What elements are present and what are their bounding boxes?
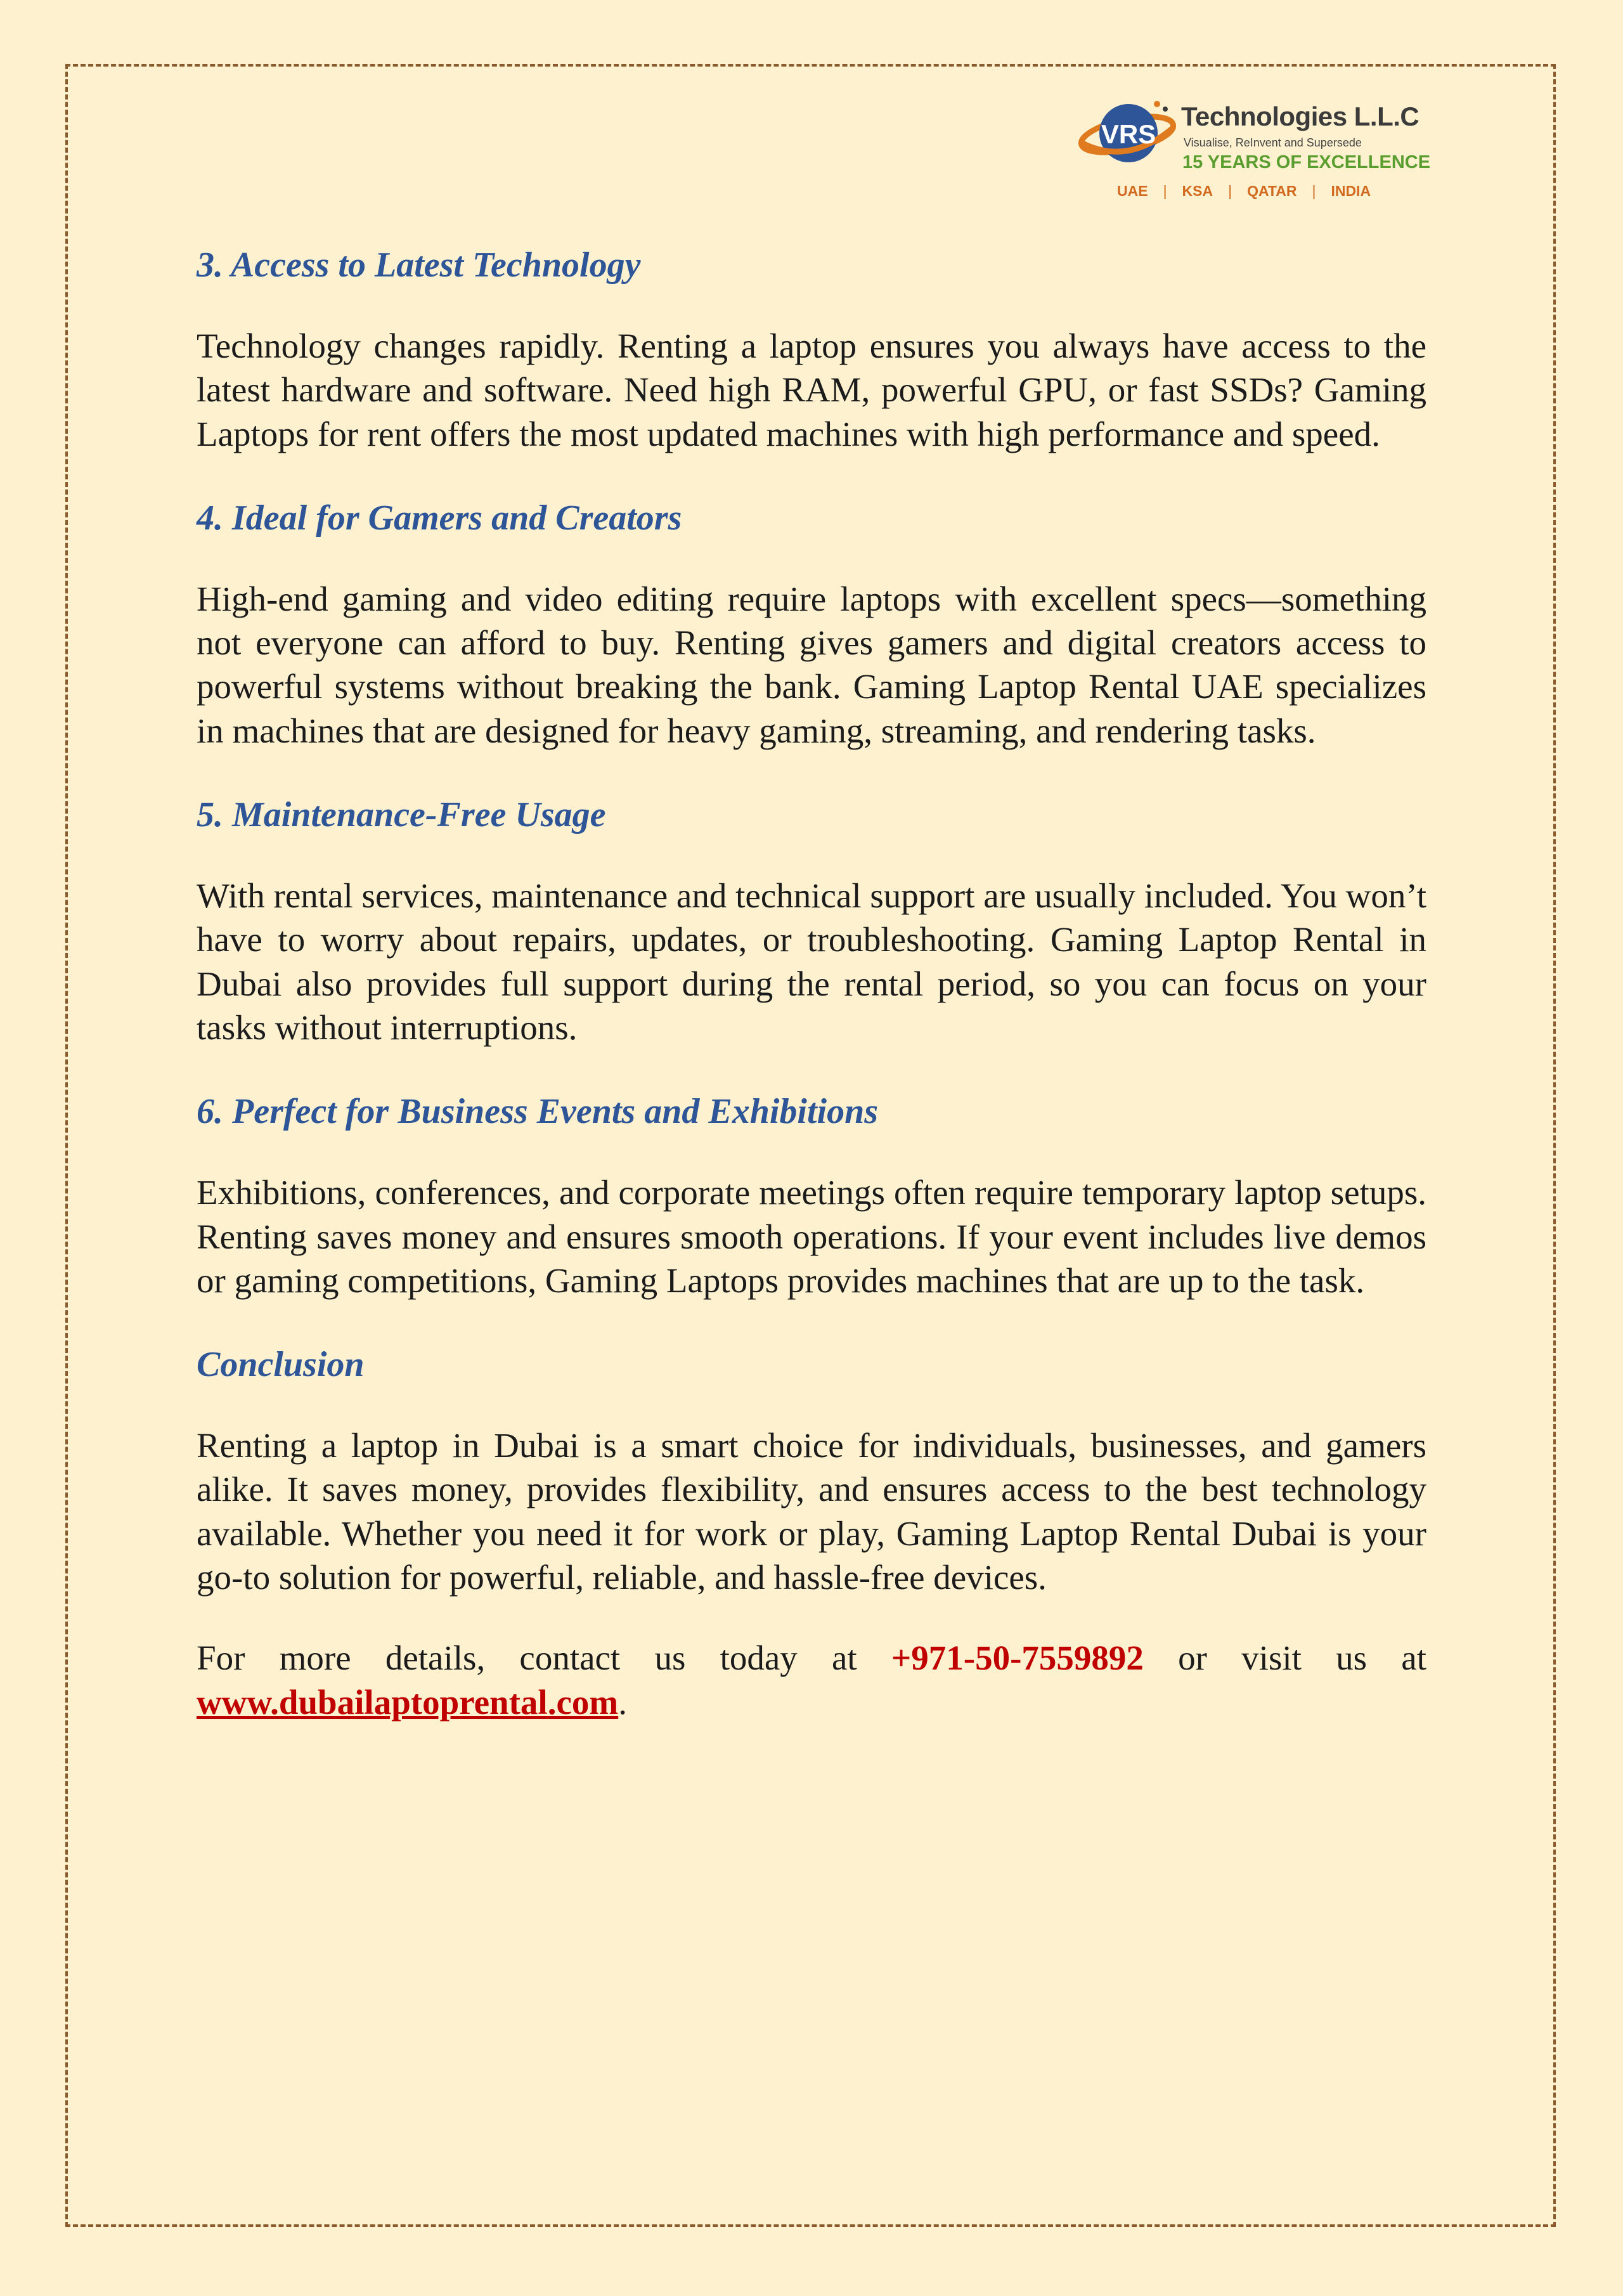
contact-paragraph — [197, 1636, 1426, 1724]
region-uae: UAE — [1117, 183, 1148, 199]
contact-suffix: . — [618, 1682, 627, 1722]
section-heading: 3. Access to Latest Technology — [197, 245, 641, 285]
conclusion-paragraph: Renting a laptop in Dubai is a smart choice for individuals, businesses, and gamers alike. It saves money, provides flexibility, and ensures access to the best technology available. Whether you need it for work or play, Gaming Laptop Rental Dubai is your go-to solution for powerful, reliable, and hassle-free devices. — [197, 1426, 1426, 1597]
vrs-globe-icon — [1078, 95, 1179, 178]
logo-company-name: Technologies L.L.C — [1181, 101, 1419, 131]
section-paragraph: High-end gaming and video editing require laptops with excellent specs—something not everyone can afford to buy. Renting gives gamers and digital creators access to powerful systems without breaking the bank. Gaming Laptop Rental UAE specializes in machines that are designed for heavy gaming, streaming, and rendering tasks. — [197, 579, 1426, 750]
section-heading: 6. Perfect for Business Events and Exhibitions — [197, 1092, 879, 1132]
contact-middle: or visit us at — [1143, 1638, 1426, 1678]
region-qatar: QATAR — [1247, 183, 1297, 199]
section-paragraph: With rental services, maintenance and technical support are usually included. You won’t have to worry about repairs, updates, or troubleshooting. Gaming Laptop Rental in Dubai also provides full support during the rental period, so you can focus on your tasks without interruptions. — [197, 876, 1426, 1047]
section-paragraph: Technology changes rapidly. Renting a laptop ensures you always have access to the latest hardware and software. Need high RAM, powerful GPU, or fast SSDs? Gaming Laptops for rent offers the most updated machines with high performance and speed. — [197, 327, 1426, 453]
document-body — [197, 240, 1426, 1724]
region-ksa: KSA — [1182, 183, 1213, 199]
contact-prefix: For more details, contact us today at — [197, 1638, 891, 1678]
section-paragraph: Exhibitions, conferences, and corporate meetings often require temporary laptop setups. Renting saves money and ensures smooth operations. If your event includes live demos or gaming competitions, Gaming Laptops provides machines that are up to the task. — [197, 1173, 1426, 1300]
phone-number[interactable]: +971-50-7559892 — [891, 1638, 1144, 1678]
region-separator: | — [1312, 183, 1316, 199]
section-heading: 5. Maintenance-Free Usage — [197, 795, 606, 835]
company-logo — [1078, 95, 1433, 206]
logo-years-badge: 15 YEARS OF EXCELLENCE — [1182, 152, 1431, 172]
section-heading: 4. Ideal for Gamers and Creators — [197, 498, 682, 538]
logo-regions — [1111, 183, 1377, 200]
region-separator: | — [1163, 183, 1167, 199]
logo-tagline: Visualise, ReInvent and Supersede — [1184, 136, 1362, 149]
website-link[interactable]: www.dubailaptoprental.com — [197, 1682, 619, 1722]
svg-text:VRS: VRS — [1101, 119, 1156, 149]
conclusion-heading: Conclusion — [197, 1345, 365, 1385]
region-india: INDIA — [1331, 183, 1371, 199]
region-separator: | — [1228, 183, 1232, 199]
